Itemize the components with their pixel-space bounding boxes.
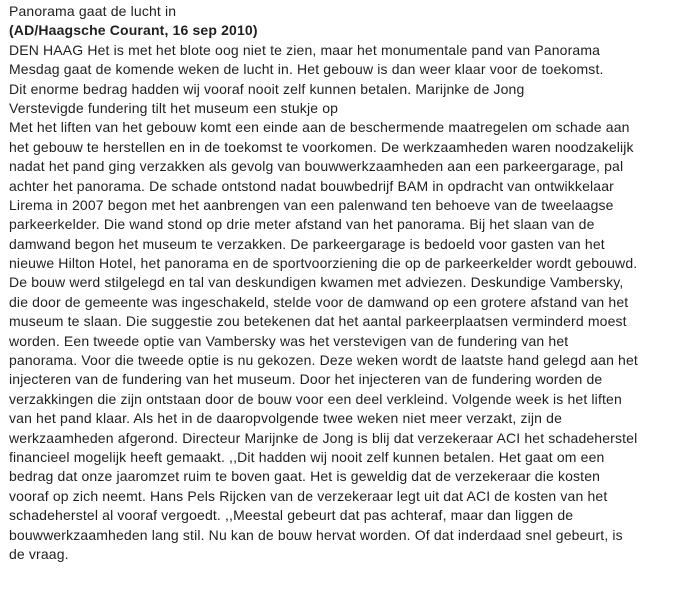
article-subheading: Verstevigde fundering tilt het museum een stukje op [9,99,339,116]
body-line: bedrag dat onze jaaromzet ruim te boven gaat. Het is geweldig dat de verzekeraar die kosten [9,468,601,485]
quote-caption: Dit enorme bedrag hadden wij vooraf nooit zelf kunnen betalen. Marijnke de Jong [9,80,525,97]
body-line: worden. Een tweede optie van Vambersky was het verstevigen van de fundering van het [9,332,569,349]
body-line: werkzaamheden afgerond. Directeur Marijnke de Jong is blij dat verzekeraar ACI het schadeherstel [9,429,638,446]
body-line: Met het liften van het gebouw komt een einde aan de beschermende maatregelen om schade aan [9,119,630,136]
body-line: injecteren van de fundering van het museum. Door het injecteren van de fundering worden de [9,371,603,388]
article-title: Panorama gaat de lucht in [9,3,177,19]
body-line: die door de gemeente was ingeschakeld, stelde voor de damwand op een grotere afstand van het [9,293,629,310]
body-line: achter het panorama. De schade ontstond nadat bouwbedrijf BAM in opdracht van ontwikkelaar [9,177,614,194]
body-line: museum te slaan. Die suggestie zou betekenen dat het aantal parkeerplaatsen verminderd moest [9,313,627,330]
article-body [9,118,673,564]
body-line: vooraf op zich neemt. Hans Pels Rijcken van de verzekeraar legt uit dat ACI de kosten van het [9,487,608,504]
body-line: damwand begon het museum te verzakken. De parkeergarage is bedoeld voor gasten van het [9,235,605,252]
article-source: (AD/Haagsche Courant, 16 sep 2010) [9,22,258,39]
body-line: schadeherstel al vooraf vergoedt. ,,Meestal gebeurt dat pas achteraf, maar dan liggen de [9,507,574,524]
article-lead [9,41,673,80]
body-line: bouwwerkzaamheden lang stil. Nu kan de bouw hervat worden. Of dat inderdaad snel gebeurt, is [9,526,623,543]
article [9,2,673,564]
body-line: nieuwe Hilton Hotel, het panorama en de sportvoorziening die op de parkeerkelder wordt gebouwd. [9,255,638,272]
body-line: De bouw werd stilgelegd en tal van deskundigen kwamen met adviezen. Deskundige Vambersky, [9,274,624,291]
body-line: van het pand klaar. Als het in de daaropvolgende twee weken niet meer verzakt, zijn de [9,410,563,427]
body-line: financieel mogelijk heeft gemaakt. ,,Dit hadden wij nooit zelf kunnen betalen. Het gaat om een [9,448,605,465]
body-line: parkeerkelder. Die wand stond op drie meter afstand van het panorama. Bij het slaan van de [9,216,595,233]
body-line: panorama. Voor die tweede optie is nu gekozen. Deze weken wordt de laatste hand gelegd aan het [9,352,638,369]
body-line: de vraag. [9,545,69,562]
lead-line: DEN HAAG Het is met het blote oog niet te zien, maar het monumentale pand van Panorama [9,41,601,58]
body-line: nadat het pand ging verzakken als gevolg van bouwwerkzaamheden aan een parkeergarage, pal [9,158,624,175]
body-line: het gebouw te herstellen en in de toekomst te voorkomen. De werkzaamheden waren noodzakelijk [9,138,634,155]
body-line: verzakkingen die zijn ontstaan door de bouw voor een deel verkleind. Volgende week is het liften [9,390,622,407]
body-line: Lirema in 2007 begon met het aanbrengen van een palenwand ten behoeve van de tweelaagse [9,196,614,213]
lead-line: Mesdag gaat de komende weken de lucht in. Het gebouw is dan weer klaar voor de toekomst. [9,61,604,78]
